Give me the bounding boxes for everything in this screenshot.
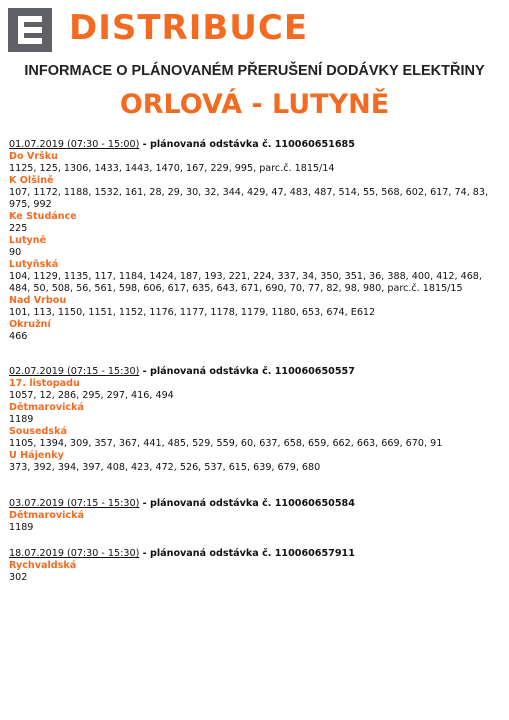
outage-block <box>9 366 501 474</box>
outage-date: 02.07.2019 (07:15 - 15:30) <box>9 366 140 377</box>
house-numbers: 1189 <box>9 414 34 425</box>
house-numbers: 302 <box>9 572 28 583</box>
street-name: Okružní <box>9 319 51 330</box>
outage-block <box>9 139 501 343</box>
outage-block <box>9 548 501 584</box>
locality-title: ORLOVÁ - LUTYNĚ <box>119 89 390 120</box>
outage-date: 18.07.2019 (07:30 - 15:30) <box>9 548 140 559</box>
house-numbers: 90 <box>9 247 22 258</box>
brand-name: DISTRIBUCE <box>69 8 309 48</box>
outage-description: - plánovaná odstávka č. 110060657911 <box>139 548 355 559</box>
street-name: Rychvaldská <box>9 560 77 571</box>
house-numbers: 104, 1129, 1135, 117, 1184, 1424, 187, 193, 221, 224, 337, 34, 350, 351, 36, 388, 400, 412, 468, 484, 50, 508, 56, 561, 598, 606, 617, 635, 643, 671, 690, 70, 77, 82, 98, 980, parc.č. 1815/15 <box>9 271 482 294</box>
street-name: Sousedská <box>9 426 67 437</box>
outage-block <box>9 498 501 534</box>
street-name: Do Vršku <box>9 151 58 162</box>
street-name: Dětmarovická <box>9 402 84 413</box>
outage-header <box>9 548 501 560</box>
notice-heading: INFORMACE O PLÁNOVANÉM PŘERUŠENÍ DODÁVKY ELEKTŘINY <box>24 63 485 79</box>
street-name: Nad Vrbou <box>9 295 67 306</box>
house-numbers: 107, 1172, 1188, 1532, 161, 28, 29, 30, 32, 344, 429, 47, 483, 487, 514, 55, 568, 602, 617, 74, 83, 975, 992 <box>9 187 489 210</box>
street-name: U Hájenky <box>9 450 64 461</box>
street-name: Ke Studánce <box>9 211 77 222</box>
outage-date: 01.07.2019 (07:30 - 15:00) <box>9 139 140 150</box>
street-name: Dětmarovická <box>9 510 84 521</box>
outage-description: - plánovaná odstávka č. 110060650584 <box>139 498 355 509</box>
outage-date: 03.07.2019 (07:15 - 15:30) <box>9 498 140 509</box>
street-name: Lutyně <box>9 235 47 246</box>
outage-list <box>9 139 501 584</box>
street-name: K Olšině <box>9 175 54 186</box>
house-numbers: 1189 <box>9 522 34 533</box>
house-numbers: 466 <box>9 331 28 342</box>
house-numbers: 225 <box>9 223 28 234</box>
house-numbers: 1125, 125, 1306, 1433, 1443, 1470, 167, 229, 995, parc.č. 1815/14 <box>9 163 335 174</box>
house-numbers: 373, 392, 394, 397, 408, 423, 472, 526, 537, 615, 639, 679, 680 <box>9 462 321 473</box>
house-numbers: 1105, 1394, 309, 357, 367, 441, 485, 529, 559, 60, 637, 658, 659, 662, 663, 669, 670, 91 <box>9 438 443 449</box>
cez-logo-icon <box>8 8 52 52</box>
outage-header <box>9 366 501 378</box>
street-name: 17. listopadu <box>9 378 80 389</box>
outage-description: - plánovaná odstávka č. 110060651685 <box>139 139 355 150</box>
house-numbers: 1057, 12, 286, 295, 297, 416, 494 <box>9 390 174 401</box>
outage-header <box>9 139 501 151</box>
house-numbers: 101, 113, 1150, 1151, 1152, 1176, 1177, 1178, 1179, 1180, 653, 674, E612 <box>9 307 376 318</box>
outage-description: - plánovaná odstávka č. 110060650557 <box>139 366 355 377</box>
outage-header <box>9 498 501 510</box>
street-name: Lutyňská <box>9 259 59 270</box>
